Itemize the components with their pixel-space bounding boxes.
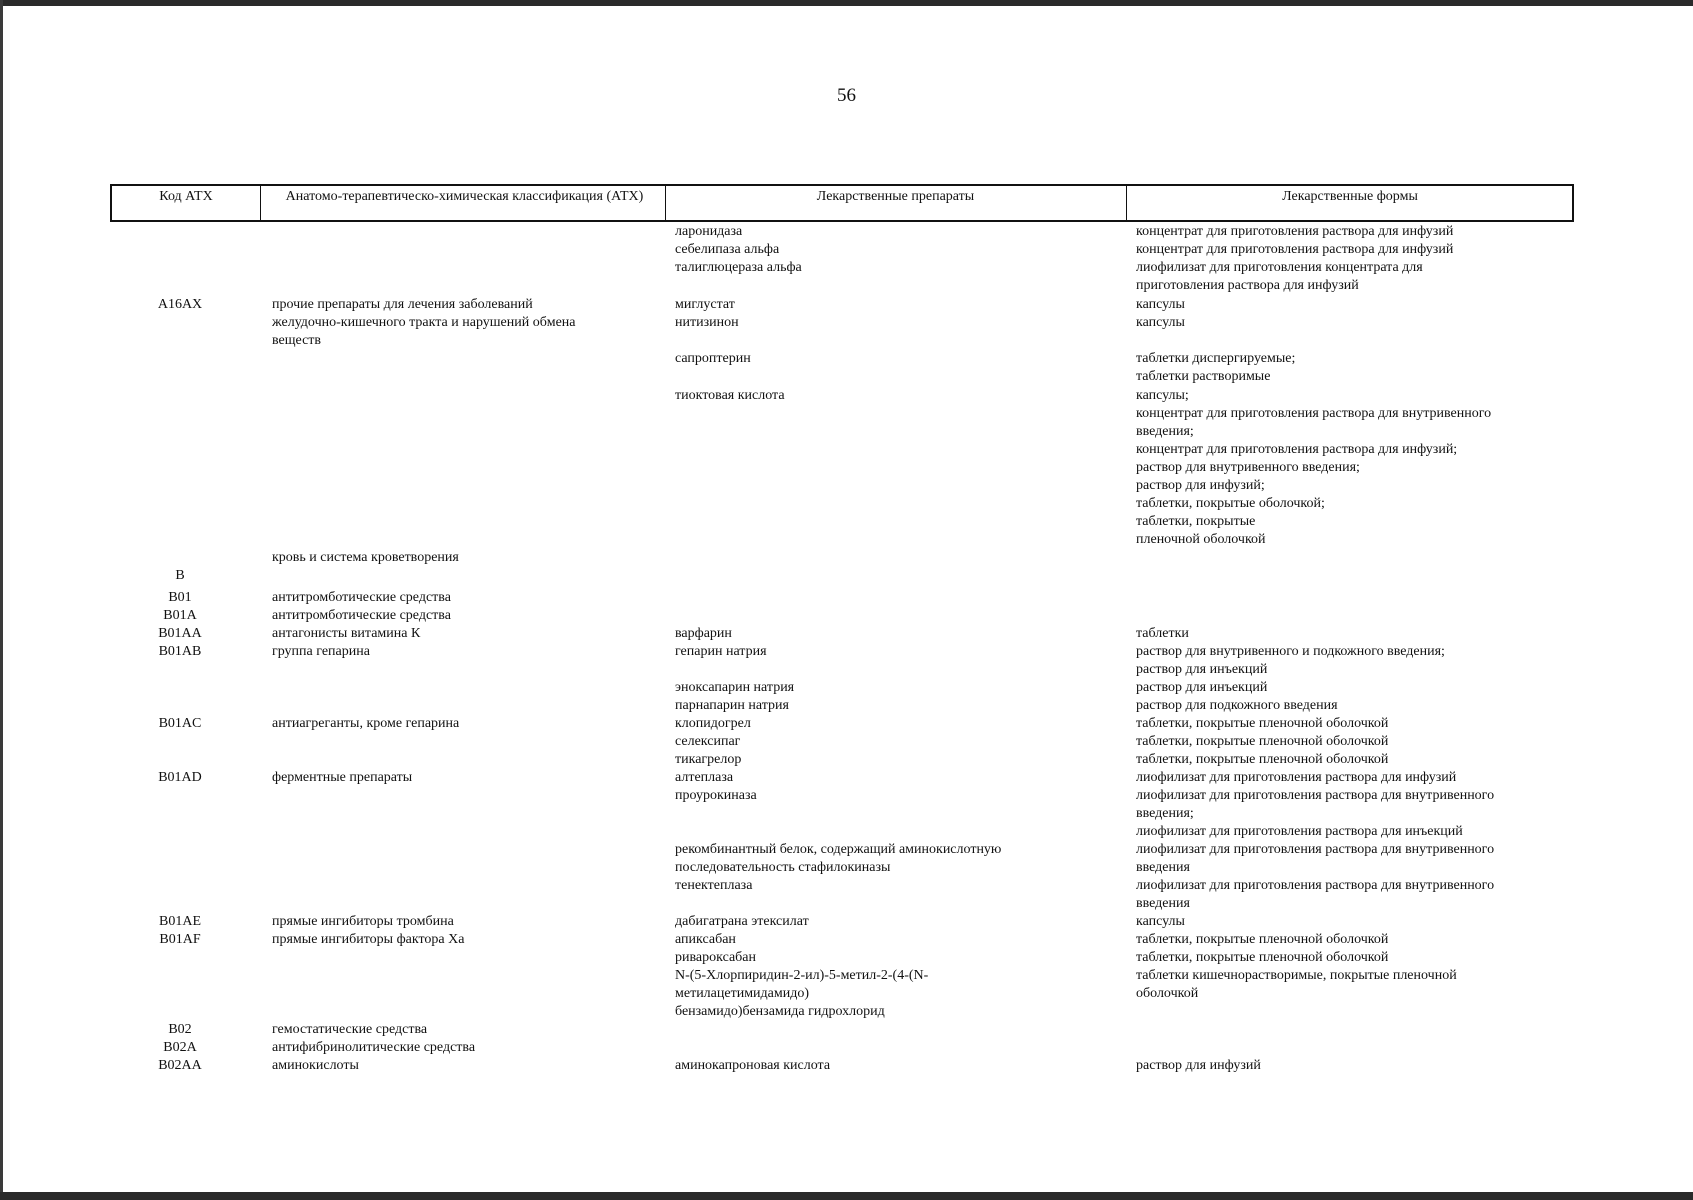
cell-form: лиофилизат для приготовления раствора для внутривенного — [1136, 788, 1495, 803]
cell-classification: антифибринолитические средства — [272, 1040, 476, 1055]
header-divider — [260, 186, 261, 220]
cell-classification: прямые ингибиторы тромбина — [272, 914, 454, 929]
cell-form: капсулы — [1136, 914, 1185, 929]
cell-drug: последовательность стафилокиназы — [675, 860, 891, 875]
cell-form: таблетки, покрытые пленочной оболочкой — [1136, 950, 1389, 965]
cell-drug: селексипаг — [675, 734, 741, 749]
cell-drug: клопидогрел — [675, 716, 751, 731]
cell-classification: антагонисты витамина К — [272, 626, 421, 641]
cell-form: капсулы — [1136, 297, 1185, 312]
cell-form: введения — [1136, 860, 1190, 875]
cell-form: введения; — [1136, 806, 1194, 821]
cell-classification: кровь и система кроветворения — [272, 550, 459, 565]
header-code: Код АТХ — [159, 189, 213, 204]
cell-code: B01AD — [158, 770, 202, 785]
cell-classification: ферментные препараты — [272, 770, 413, 785]
cell-code: B02 — [168, 1022, 192, 1037]
cell-code: B02A — [163, 1040, 197, 1055]
cell-drug: гепарин натрия — [675, 644, 767, 659]
scan-border-left — [0, 0, 3, 1200]
cell-code: B01A — [163, 608, 197, 623]
cell-drug: ривароксабан — [675, 950, 757, 965]
cell-drug: дабигатрана этексилат — [675, 914, 809, 929]
cell-drug: тенектеплаза — [675, 878, 753, 893]
cell-code: B01AF — [159, 932, 201, 947]
cell-form: оболочкой — [1136, 986, 1199, 1001]
cell-form: раствор для инфузий — [1136, 1058, 1261, 1073]
cell-classification: антитромботические средства — [272, 608, 451, 623]
cell-form: лиофилизат для приготовления раствора для инъекций — [1136, 824, 1463, 839]
cell-form: таблетки, покрытые пленочной оболочкой — [1136, 734, 1389, 749]
cell-form: капсулы; — [1136, 388, 1189, 403]
cell-drug: тиоктовая кислота — [675, 388, 785, 403]
cell-classification: веществ — [272, 333, 322, 348]
cell-form: лиофилизат для приготовления раствора для внутривенного — [1136, 878, 1495, 893]
cell-classification: прямые ингибиторы фактора Xa — [272, 932, 465, 947]
cell-code: B01 — [168, 590, 192, 605]
cell-form: раствор для внутривенного введения; — [1136, 460, 1360, 475]
cell-form: раствор для внутривенного и подкожного введения; — [1136, 644, 1445, 659]
cell-form: лиофилизат для приготовления раствора для инфузий — [1136, 770, 1457, 785]
cell-drug: тикагрелор — [675, 752, 742, 767]
cell-form: таблетки диспергируемые; — [1136, 351, 1296, 366]
cell-classification: аминокислоты — [272, 1058, 359, 1073]
cell-form: раствор для инфузий; — [1136, 478, 1265, 493]
cell-classification: группа гепарина — [272, 644, 370, 659]
cell-form: введения; — [1136, 424, 1194, 439]
cell-drug: варфарин — [675, 626, 732, 641]
scan-border-bottom — [0, 1192, 1693, 1200]
cell-form: приготовления раствора для инфузий — [1136, 278, 1359, 293]
cell-form: концентрат для приготовления раствора для инфузий — [1136, 224, 1454, 239]
cell-drug: апиксабан — [675, 932, 736, 947]
cell-form: концентрат для приготовления раствора для инфузий; — [1136, 442, 1458, 457]
cell-drug: себелипаза альфа — [675, 242, 780, 257]
cell-drug: сапроптерин — [675, 351, 751, 366]
cell-code: B01AC — [158, 716, 202, 731]
cell-drug: рекомбинантный белок, содержащий аминокислотную — [675, 842, 1002, 857]
cell-drug: алтеплаза — [675, 770, 734, 785]
header-classification: Анатомо-терапевтическо-химическая классификация (АТХ) — [285, 189, 644, 204]
cell-classification: прочие препараты для лечения заболеваний — [272, 297, 533, 312]
cell-drug: ларонидаза — [675, 224, 743, 239]
cell-form: таблетки, покрытые пленочной оболочкой — [1136, 932, 1389, 947]
cell-classification: антитромботические средства — [272, 590, 451, 605]
cell-form: лиофилизат для приготовления раствора для внутривенного — [1136, 842, 1495, 857]
cell-form: таблетки, покрытые пленочной оболочкой — [1136, 752, 1389, 767]
cell-form: раствор для инъекций — [1136, 680, 1268, 695]
cell-form: концентрат для приготовления раствора для внутривенного — [1136, 406, 1492, 421]
table-header — [110, 184, 1574, 222]
cell-form: таблетки кишечнорастворимые, покрытые пленочной — [1136, 968, 1457, 983]
cell-classification: гемостатические средства — [272, 1022, 428, 1037]
cell-code: B01AB — [158, 644, 202, 659]
cell-form: таблетки растворимые — [1136, 369, 1271, 384]
cell-form: капсулы — [1136, 315, 1185, 330]
header-forms: Лекарственные формы — [1282, 189, 1418, 204]
cell-form: раствор для инъекций — [1136, 662, 1268, 677]
cell-code: B01AE — [159, 914, 201, 929]
cell-classification: желудочно-кишечного тракта и нарушений обмена — [272, 315, 576, 330]
cell-drug: N-(5-Хлорпиридин-2-ил)-5-метил-2-(4-(N- — [675, 968, 929, 983]
cell-drug: нитизинон — [675, 315, 739, 330]
cell-form: пленочной оболочкой — [1136, 532, 1266, 547]
cell-drug: аминокапроновая кислота — [675, 1058, 831, 1073]
scan-border-top — [0, 0, 1693, 6]
cell-drug: метилацетимидамидо) — [675, 986, 810, 1001]
page-number: 56 — [837, 85, 856, 106]
cell-code: B01AA — [158, 626, 202, 641]
cell-code: B02AA — [158, 1058, 202, 1073]
cell-classification: антиагреганты, кроме гепарина — [272, 716, 460, 731]
cell-form: введения — [1136, 896, 1190, 911]
cell-form: лиофилизат для приготовления концентрата для — [1136, 260, 1423, 275]
cell-form: таблетки, покрытые — [1136, 514, 1256, 529]
cell-drug: эноксапарин натрия — [675, 680, 795, 695]
cell-form: таблетки — [1136, 626, 1189, 641]
cell-form: таблетки, покрытые оболочкой; — [1136, 496, 1325, 511]
cell-drug: талиглюцераза альфа — [675, 260, 802, 275]
cell-code: B — [175, 568, 185, 583]
cell-form: концентрат для приготовления раствора для инфузий — [1136, 242, 1454, 257]
cell-form: раствор для подкожного введения — [1136, 698, 1338, 713]
cell-drug: бензамидо)бензамида гидрохлорид — [675, 1004, 885, 1019]
cell-drug: парнапарин натрия — [675, 698, 789, 713]
header-drugs: Лекарственные препараты — [816, 189, 975, 204]
cell-form: таблетки, покрытые пленочной оболочкой — [1136, 716, 1389, 731]
cell-code: A16AX — [157, 297, 203, 312]
cell-drug: миглустат — [675, 297, 735, 312]
cell-drug: проурокиназа — [675, 788, 757, 803]
